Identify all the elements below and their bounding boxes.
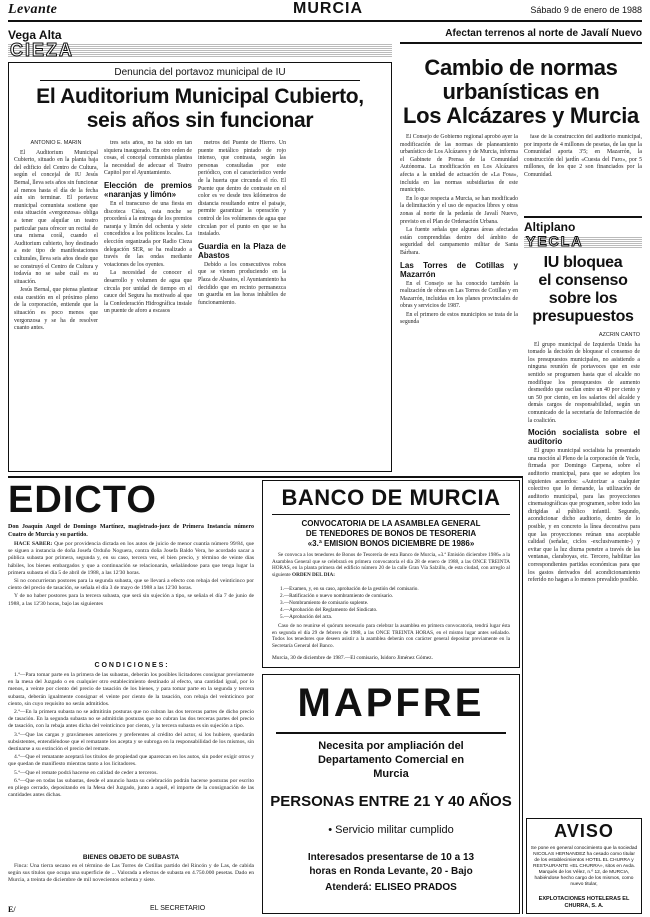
mapfre-line-2: Departamento Comercial en xyxy=(317,754,465,766)
banco-orden-item: 3.—Nombramiento de comisario suplente. xyxy=(280,600,369,606)
divider-edicto xyxy=(8,476,522,478)
edicto-hace-saber: HACE SABER: xyxy=(14,541,53,547)
edicto-corner-mark: E/ xyxy=(8,905,16,914)
aviso-title: AVISO xyxy=(554,821,614,841)
banco-orden-item: 2.—Ratificación o nuevo nombramiento de comisario. xyxy=(280,593,394,599)
banco-notes: Caso de no reunirse el quórum necesario para celebrar la asamblea en primera convocatoria, tendrá lugar ésta en segunda el día 29 de febrero de 1988, a las ONCE TREINTA HORAS, en el mismo lugar antes señalado. Todos los tenedores que deseen asistir a la asamblea deberán con carácter general depositar previamente en la Secretaría General del Banco. xyxy=(272,623,510,649)
banco-convocatoria-2: DE TENEDORES DE BONOS DE TESORERIA xyxy=(305,529,477,538)
subhead-mocion: Moción socialista sobre el auditorio xyxy=(528,428,640,447)
headline-javali-2: urbanísticas en xyxy=(442,79,600,104)
edicto-title: EDICTO xyxy=(8,479,157,521)
kicker-cieza: Denuncia del portavoz municipal de IU xyxy=(40,67,360,81)
banco-orden-item: 5.—Aprobación del acta. xyxy=(280,614,333,620)
section-title: MURCIA xyxy=(293,0,363,17)
mapfre-servicio: • Servicio militar cumplido xyxy=(328,824,454,836)
mapfre-logo: MAPFRE xyxy=(297,681,485,725)
banco-orden-list xyxy=(280,586,510,621)
article-column-cieza-1: ANTONIO E. MARIN El Auditorium Municipal Cubierto, situado en la planta baja del edificio del Centro de Cultura, según el concejal de IU Jesús Bernal, lleva seis años sin funcionar al menos hasta el día de la fecha aún sin terminar. El portavoz municipal comunista sostiene que esta situación «vergonzosa» obliga a tener que alquilar un teatro particular para ofrecer un recital de una misma corál, cuando el Auditorium cubierto, hoy destinado a este tipo de manifestaciones culturales, lleva seis años desde que se construyó el Centro de Cultura y todavía no se sabe cuál es su situación. Jesús Bernal, que piensa plantear esta cuestión en el próximo pleno de la corporación, entiende que la situación es poco menos que vergonzosa y se ha de resolver cuanto antes. xyxy=(14,140,98,332)
edicto-body-2: 1.ª—Para tomar parte en la primera de las subastas, deberán los posibles licitadores consignar previamente en la mesa del Juzgado o en cualquier otro establecimiento destinado al efecto, una cantidad igual, por lo menos, a veinte por ciento del precio de tasación de los bienes, y para tomar parte en la segunda y tercera subasta, deberán igualmente consignar el veinte por ciento de la tasación, con rebaja del veinticinco por ciento, sin cuyo requisito no serán admitidos. 2.ª—En la primera subasta no se admitirán posturas que no cubran las dos terceras partes de dicho precio de tasación. En la segunda subasta no se admitirán posturas que no cubran las dos terceras partes del precio de tasación, con la rebaja antes dicha del veinticinco por ciento, y la tercera subasta es sin sujeción a tipo. 3.ª—Que las cargas y gravámenes anteriores y preferentes al crédito del actor, si los hubiere, quedarán subsistentes, entendiéndose que el rematante los acepta y se subroga en la responsabilidad de los mismos, sin destinarse a su extinción el precio del remate. 4.ª—Que el rematante aceptará los títulos de propiedad que aparezcan en los autos, sin poder exigir otros y que quedan de manifiesto mientras tanto a los licitadores. 5.ª—Que el remate podrá hacerse en calidad de ceder a terceros. 6.ª—Que en todas las subastas, desde el anuncio hasta su celebración podrán hacerse posturas por escrito en pliego cerrado, depositando en la Mesa del Juzgado, junto a aquél, el importe de la consignación de las cantidades antes dichas. xyxy=(8,672,254,799)
mapfre-interesados-1: Interesados presentarse de 10 a 13 xyxy=(307,852,475,863)
headline-yecla-1: IU bloquea xyxy=(543,254,623,271)
article-column-javali-1: El Consejo de Gobierno regional aprobó ayer la modificación de las normas de planeamiento urbanístico de Los Alcázares y de Murcia, informa el Gabinete de Prensa de la Comunidad Autónoma. La modificación en Los Alcázares afecta a la unidad de actuación de «La Fosa», incluida en las normas subsidiarias de este municipio. En lo que respecta a Murcia, se han modificado la delimitación y el uso de espacios libres y otras zonas al norte de la pedanía de Javalí Nuevo, previsto en el Plan de Ordenación Urbana. La fuente señala que algunas áreas afectadas están comprendidas dentro del ámbito de seguridad del campamento militar de Santa Bárbara. Las Torres de Cotillas y Mazarrón En el Consejo se ha conocido también la realización de obras en Las Torres de Cotillas y en Mazarrón, incluidas en los planes provinciales de obras y servicios de 1987. En el primero de estos municipios se trata de la segunda xyxy=(400,134,518,326)
divider-javali xyxy=(400,42,642,44)
aviso-body: Se pone en general conocimiento que la sociedad NICOLAS HERNANDEZ ha cesado como titular de los establecimientos HOTEL EL CHURRA y RESTAURANTE «EL CHURRA», sitos en Avda. Marqués de los Vélez, n.º 12, de MURCIA, habiéndose hecho cargo de los mismos, como nuevo titular, xyxy=(530,846,638,887)
mapfre-ages: PERSONAS ENTRE 21 Y 40 AÑOS xyxy=(270,793,512,810)
newspaper-logo: Levante xyxy=(8,2,58,17)
banco-title: BANCO DE MURCIA xyxy=(281,485,501,510)
headline-cieza-2: seis años sin funcionar xyxy=(86,109,314,132)
banco-orden: ORDEN DEL DIA: xyxy=(292,571,335,578)
mapfre-interesados-2: horas en Ronda Levante, 20 - Bajo xyxy=(309,866,473,877)
mapfre-line-1: Necesita por ampliación del xyxy=(318,740,464,752)
mapfre-rule xyxy=(276,732,506,734)
mapfre-interesados-3: Atenderá: ELISEO PRADOS xyxy=(325,882,457,893)
edicto-signature: EL SECRETARIO xyxy=(150,905,206,912)
headline-yecla-2: el consenso xyxy=(538,272,628,289)
banco-signed: Murcia, 30 de diciembre de 1987.—El comisario, Isidoro Jiménez Gómez. xyxy=(272,655,433,661)
article-column-cieza-3: metros del Puente de Hierro. Un puente metálico pintado de rojo intenso, que contrasta, según las personas consultadas por este periódico, con el característico verde de la huerta que circunda el río. El Puente que dentro de contraste en el color es ve desde tres kilómetros de distancia resultando entre el paisaje, permite garantizar la operación y control de los volúmenes de agua que circulan por el punto en que se ha instalado. Guardia en la Plaza de Abastos Debido a los consecutivos robos que se vienen produciendo en la Plaza de Abastos, el Ayuntamiento ha decidido que en recinto permanezca un guardia en las horas inhábiles de funcionamiento. xyxy=(198,140,286,306)
town-name-yecla: YECLA xyxy=(526,233,584,249)
section-label-vega-alta: Vega Alta xyxy=(8,28,62,42)
headline-javali-1: Cambio de normas xyxy=(424,55,618,80)
issue-date: Sábado 9 de enero de 1988 xyxy=(530,5,642,15)
subhead-cotillas: Las Torres de Cotillas y Mazarrón xyxy=(400,260,518,279)
article-column-cieza-2: tres seis años, no ha sido en tan siquiera inaugurado. En otro orden de cosas, el concejal comunista plantea la necesidad de adecuar el Teatro Capitol por el Ayuntamiento. Elección de premios «naranjas y limón» En el transcurso de una fiesta en discoteca Ciéza, esta noche se procederá a la entrega de los premios naranja y limón del ochenta y siete concedidos a los políticos locales. La elección organizada por Radio Cieza delegación SER, se ha realizado a través de las ondas mediante votaciones de los oyentes. La necesidad de conocer el desarrollo y volumen de agua que circula por unidad de tiempo en el cauce del Segura ha motivado al que la Confederación Hidrográfica instale un puente de aforo a escasos xyxy=(104,140,192,315)
kicker-javali: Afectan terrenos al norte de Javalí Nuevo xyxy=(445,28,642,39)
byline-yecla: AZCRIN CANTO xyxy=(598,332,640,338)
headline-yecla-4: presupuestos xyxy=(532,308,634,325)
article-column-yecla: AZCRIN CANTO El grupo municipal de Izquierda Unida ha tomado la decisión de bloquear el consenso de los presupuestos municipales, no asistiendo a ninguna reunión de portavoces que en este sentido se programen hasta que el alcalde no modifique los presupuestos de aumento desmedido que oscilan entre un 40 por ciento y un 50 por ciento, en los salarios del alcalde y demás cargos de responsabilidad, según un comunicado de la secretaría de Información de la coalición. Moción socialista sobre el auditorio El grupo municipal socialista ha presentado una moción al Pleno de la corporación de Yecla, firmada por Domingo Carpena, sobre el auditorio municipal, para que se adopten los siguientes acuerdos: «Autorizar a cualquier colectivo que lo demande, la utilización de auditorio municipal, para las proyecciones cinematográficas que programen, sobre todo las dirigidas al público infantil. Segundo, acondicionar dicho auditorio, dentro de lo posible, y en concreto la línea decorativa para que las proyecciones reúnan una aceptable calidad (señalar, ciclos -exclusivamente-) y evitar que la luz diurna penetre a través de las ventanas, claraboyas, etc. Tercero, habilitar las correspondientes partidas económicas para que los gastos derivados del acondicionamiento referido no hagan a lo menos prevalido posible. xyxy=(528,332,640,584)
divider-altiplano xyxy=(524,216,642,218)
masthead xyxy=(8,2,642,22)
edicto-lead: Don Joaquín Angel de Domingo Martínez, magistrado-juez de Primera Instancia número Cuatro de Murcia y su partido. xyxy=(8,524,254,538)
byline-cieza: ANTONIO E. MARIN xyxy=(30,140,82,146)
headline-cieza-1: El Auditorium Municipal Cubierto, xyxy=(36,85,364,108)
mapfre-line-3: Murcia xyxy=(373,768,409,780)
banco-orden-item: 4.—Aprobación del Reglamento del Sindicato. xyxy=(280,607,378,613)
banco-orden-item: 1.—Examen, y, en su caso, aprobación de la gestión del comisario. xyxy=(280,586,419,592)
column-rule xyxy=(522,476,523,914)
headline-yecla-3: sobre los xyxy=(548,290,618,307)
banco-convocatoria-1: CONVOCATORIA DE LA ASAMBLEA GENERAL xyxy=(301,519,481,528)
edicto-conditions-title: C O N D I C I O N E S : xyxy=(94,662,168,669)
subhead-guardia: Guardia en la Plaza de Abastos xyxy=(198,241,286,260)
aviso-footer: EXPLOTACIONES HOTELERAS EL CHURRA, S. A. xyxy=(538,896,630,909)
subhead-premios: Elección de premios «naranjas y limón» xyxy=(104,180,192,199)
banco-intro: Se convoca a los tenedores de Bonos de Tesorería de esta Banco de Murcia, «3.ª Emisión diciembre 1986» a la Asamblea General que se celebrará en primera convocatoria el día 28 de enero de 1988, a las ONCE TREINTA HORAS, en la planta primera del edificio número 20 de la calle Gran Vía Salzillo, de esta ciudad, con arreglo al siguiente ORDEN DEL DIA: xyxy=(272,552,510,578)
edicto-body-1: HACE SABER: Que por providencia dictada en los autos de juicio de menor cuantía número 99/84, que se siguen a instancia de doña Josefa Orduño Noguera, contra doña Josefa Baldo Vera, he acordado sacar a pública subasta por primera, segunda y, en su caso, tercera vez, el bien precio, y término de veinte días hábiles, los bienes embargados y que a continuación se relacionarán, señalándose para que tenga lugar la primera subasta el día 5 de abril de 1988, a las 12'30 horas. Si no concurrieran postores para la segunda subasta, que se llevará a efecto con rebaja del veinticinco por ciento del precio de tasación, se señala el día 3 de mayo de 1988 a las 12'30 horas. Y de no haber postores para la tercera subasta, que será sin sujeción a tipo, se señala el día 7 de junio de 1988, a las 12'30 horas, bajo las siguientes xyxy=(8,541,254,607)
edicto-body-3: Finca: Una tierra secano en el término de Las Torres de Cotillas partido del Rincón y de Las, de cabida según sus títulos que ocupa una superficie de ... Valorada a efectos de subasta en 4.750.000 pesetas. Dado en Murcia, a treinta de diciembre de mil novecientos ochenta y siete. xyxy=(8,863,254,883)
banco-convocatoria-3: «3.ª EMISION BONOS DICIEMBRE DE 1986» xyxy=(307,539,475,548)
town-name-cieza: CIEZA xyxy=(10,40,74,60)
article-column-javali-2: fase de la construcción del auditorio municipal, por importe de 4 millones de pesetas, de las que la Comunidad aporta 3'5; en Mazarrón, la construcción del jardín «Cuesta del Faro», por 5 millones, de los que 2 son financiados por la Comunidad. xyxy=(524,134,642,178)
headline-javali-3: Los Alcázares y Murcia xyxy=(403,103,639,128)
edicto-bienes-title: BIENES OBJETO DE SUBASTA xyxy=(82,854,180,861)
banco-title-rule xyxy=(272,514,510,515)
section-label-altiplano: Altiplano xyxy=(524,220,576,234)
